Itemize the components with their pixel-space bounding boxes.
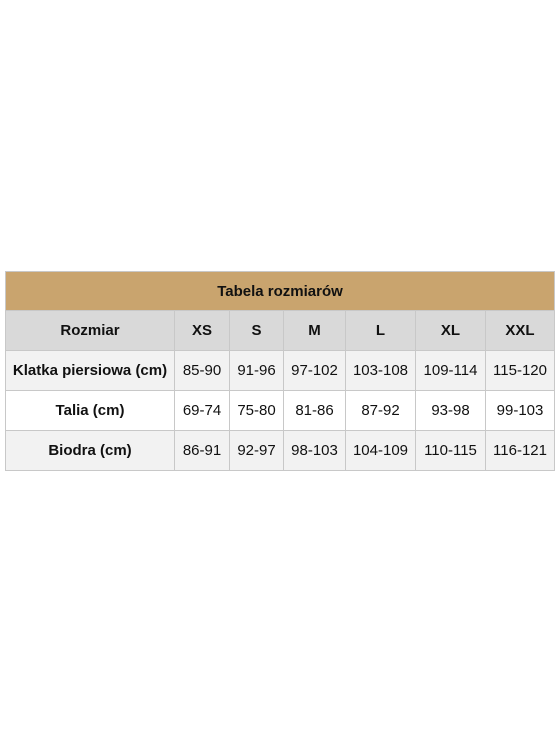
table-cell: 97-102 <box>284 351 346 391</box>
table-title: Tabela rozmiarów <box>6 272 555 311</box>
row-label-chest: Klatka piersiowa (cm) <box>6 351 175 391</box>
header-label: Rozmiar <box>6 311 175 351</box>
table-cell: 87-92 <box>346 391 416 431</box>
row-label-waist: Talia (cm) <box>6 391 175 431</box>
table-cell: 69-74 <box>175 391 230 431</box>
table-cell: 93-98 <box>416 391 486 431</box>
table-cell: 103-108 <box>346 351 416 391</box>
table-cell: 109-114 <box>416 351 486 391</box>
size-chart-table <box>5 271 555 471</box>
header-size-s: S <box>230 311 284 351</box>
table-cell: 110-115 <box>416 431 486 471</box>
table-cell: 86-91 <box>175 431 230 471</box>
table-cell: 85-90 <box>175 351 230 391</box>
table-cell: 92-97 <box>230 431 284 471</box>
header-size-m: M <box>284 311 346 351</box>
table-cell: 91-96 <box>230 351 284 391</box>
table-row-hips <box>6 431 555 471</box>
table-header-row <box>6 311 555 351</box>
table-title-row <box>6 272 555 311</box>
table-cell: 115-120 <box>486 351 555 391</box>
table-row-chest <box>6 351 555 391</box>
table-cell: 116-121 <box>486 431 555 471</box>
header-size-xxl: XXL <box>486 311 555 351</box>
table-cell: 99-103 <box>486 391 555 431</box>
header-size-l: L <box>346 311 416 351</box>
table-cell: 81-86 <box>284 391 346 431</box>
table-row-waist <box>6 391 555 431</box>
table-cell: 104-109 <box>346 431 416 471</box>
row-label-hips: Biodra (cm) <box>6 431 175 471</box>
table-cell: 75-80 <box>230 391 284 431</box>
header-size-xs: XS <box>175 311 230 351</box>
table-cell: 98-103 <box>284 431 346 471</box>
header-size-xl: XL <box>416 311 486 351</box>
